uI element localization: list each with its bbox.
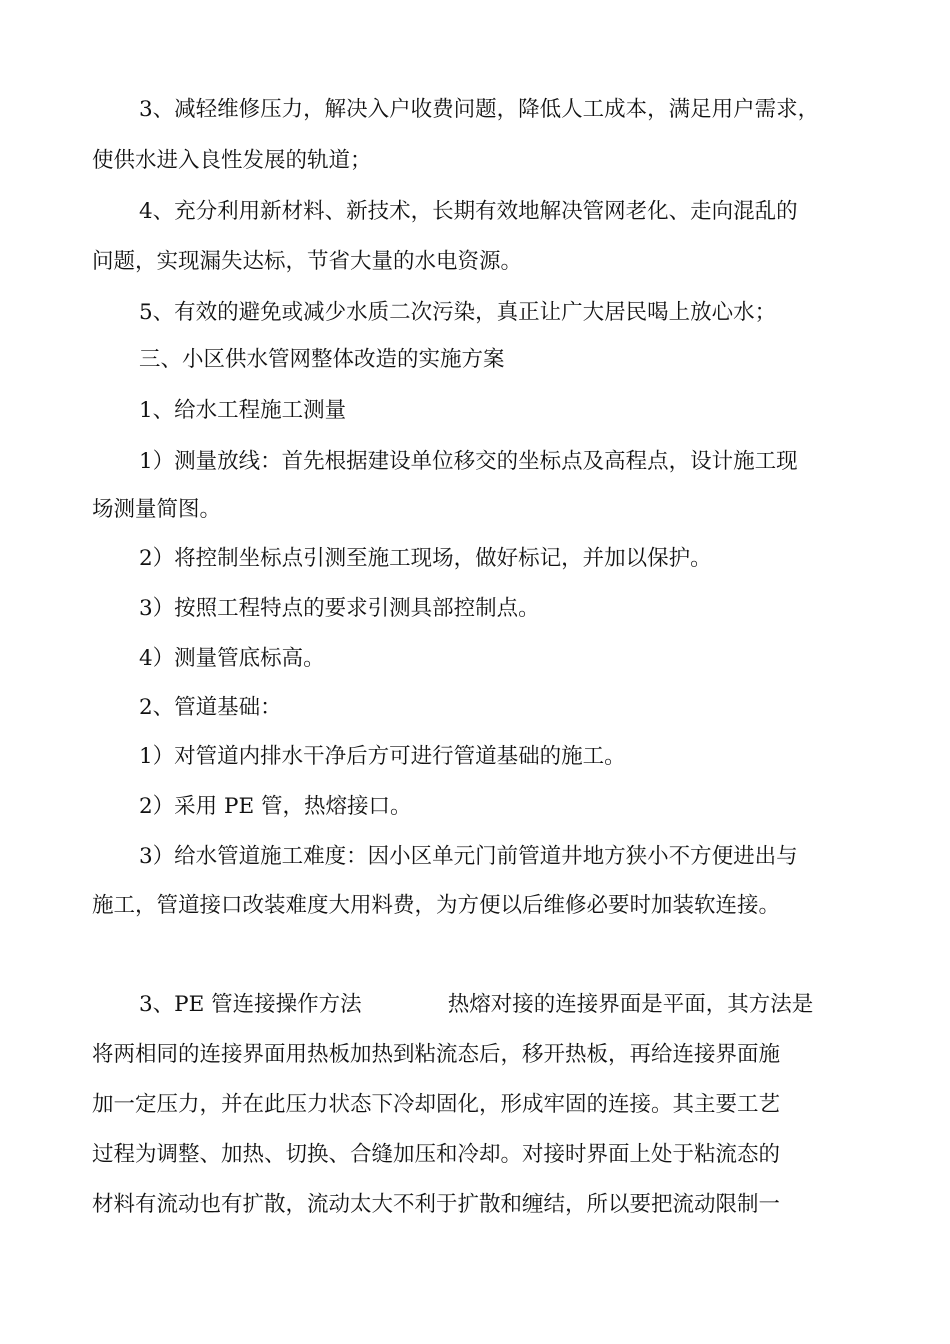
text-line: 2）将控制坐标点引测至施工现场，做好标记，并加以保护。 <box>139 546 712 571</box>
subsection-heading-line <box>0 988 950 1022</box>
text-line: 将两相同的连接界面用热板加热到粘流态后，移开热板，再给连接界面施 <box>92 1042 781 1067</box>
text-span: 热熔对接的连接界面是平面，其方法是 <box>447 992 814 1017</box>
text-line: 施工，管道接口改装难度大用料费，为方便以后维修必要时加装软连接。 <box>92 893 781 918</box>
text-line: 问题，实现漏失达标，节省大量的水电资源。 <box>92 249 523 274</box>
subsection-heading: 1、给水工程施工测量 <box>139 398 347 423</box>
text-line: 2）采用 PE 管，热熔接口。 <box>139 794 412 819</box>
text-line: 3、减轻维修压力，解决入户收费问题，降低人工成本，满足用户需求， <box>139 97 820 122</box>
text-line: 4、充分利用新材料、新技术，长期有效地解决管网老化、走向混乱的 <box>139 199 798 224</box>
subsection-heading: 3、PE 管连接操作方法 <box>139 992 362 1017</box>
text-line: 过程为调整、加热、切换、合缝加压和冷却。对接时界面上处于粘流态的 <box>92 1142 781 1167</box>
text-line: 4）测量管底标高。 <box>139 646 325 671</box>
section-heading: 三、小区供水管网整体改造的实施方案 <box>139 347 505 372</box>
text-line: 3）给水管道施工难度：因小区单元门前管道井地方狭小不方便进出与 <box>139 844 798 869</box>
text-line: 材料有流动也有扩散，流动太大不利于扩散和缠结，所以要把流动限制一 <box>92 1192 781 1217</box>
text-line: 1）测量放线：首先根据建设单位移交的坐标点及高程点，设计施工现 <box>139 449 798 474</box>
text-line: 1）对管道内排水干净后方可进行管道基础的施工。 <box>139 744 626 769</box>
text-line: 5、有效的避免或减少水质二次污染，真正让广大居民喝上放心水； <box>139 300 777 325</box>
text-line: 3）按照工程特点的要求引测具部控制点。 <box>139 596 540 621</box>
text-line: 加一定压力，并在此压力状态下冷却固化，形成牢固的连接。其主要工艺 <box>92 1092 781 1117</box>
text-line: 场测量简图。 <box>92 497 222 522</box>
text-line: 使供水进入良性发展的轨道； <box>92 148 372 173</box>
subsection-heading: 2、管道基础： <box>139 695 282 720</box>
